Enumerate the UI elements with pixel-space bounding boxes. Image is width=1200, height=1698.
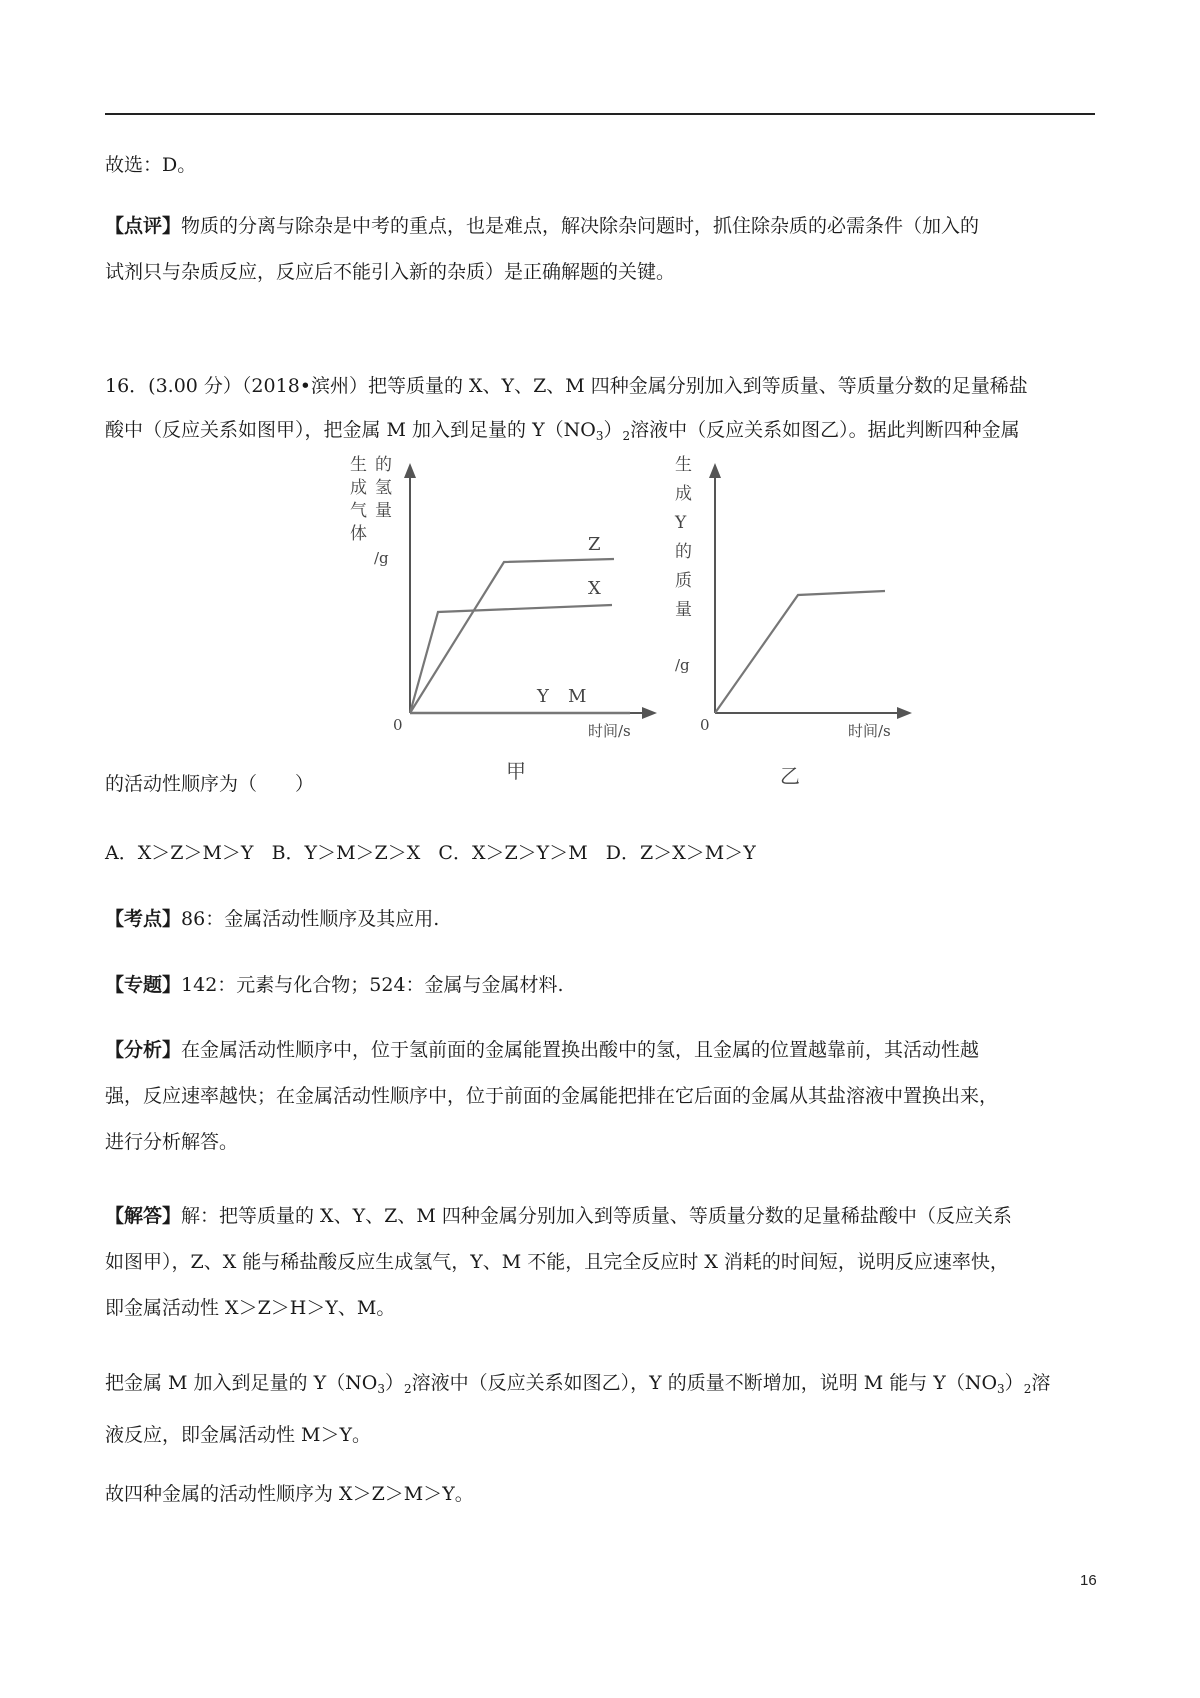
jieda-tag: 【解答】 [105,1205,182,1227]
figure-jia-ylabel [350,455,392,567]
comment-tag: 【点评】 [105,215,182,237]
figure-yi-xlabel: 时间/s [848,722,891,740]
question-line-3: 的活动性顺序为（ ） [105,773,315,795]
figure-yi-caption: 乙 [780,764,800,788]
figure-yi-origin: 0 [700,716,710,734]
previous-answer: 故选：D。 [105,154,197,176]
figure-jia-label-y: Y [537,686,549,707]
choices [105,838,756,868]
choice-c[interactable]: C．X＞Z＞Y＞M [438,842,588,864]
question-line-1: 16．(3.00 分）（2018•滨州）把等质量的 X、Y、Z、M 四种金属分别加入到等质量、等质量分数的足量稀盐 [105,375,1028,397]
figure-jia [330,448,680,788]
page-number: 16 [1080,1572,1097,1589]
jieda: 【解答】解：把等质量的 X、Y、Z、M 四种金属分别加入到等质量、等质量分数的足量稀盐酸中（反应关系 如图甲），Z、X 能与稀盐酸反应生成氢气，Y、M 不能，且完全反应时 X 消耗的时间短，说明反应速率快， 即金属活动性 X＞Z＞H＞Y、M。 [105,1205,1012,1319]
zhuanti-tag: 【专题】 [105,974,182,996]
jieda-conclusion: 故四种金属的活动性顺序为 X＞Z＞M＞Y。 [105,1483,474,1505]
previous-comment: 【点评】物质的分离与除杂是中考的重点，也是难点，解决除杂问题时，抓住除杂质的必需条件（加入的 试剂只与杂质反应，反应后不能引入新的杂质）是正确解题的关键。 [105,215,980,283]
choice-d[interactable]: D．Z＞X＞M＞Y [605,842,756,864]
figure-yi-line [715,591,885,713]
figure-jia-ylabel-unit: /g [374,549,389,567]
choice-b[interactable]: B．Y＞M＞Z＞X [271,842,421,864]
jieda-para-2: 把金属 M 加入到足量的 $Y(NO_3)_2$溶液中（反应关系如图乙），Y 的质量不断增加，说明 M 能与 $Y(NO_3)_2$溶 液反应，即金属活动性 M＞Y。 [105,1372,1051,1446]
figure-jia-label-m: M [568,686,587,707]
kaodian: 【考点】86：金属活动性顺序及其应用. [105,908,440,930]
figure-jia-label-x: X [588,578,601,599]
figure-jia-xlabel: 时间/s [588,722,631,740]
figure-jia-ylabel-col1: 生成气体 [350,455,367,544]
fenxi: 【分析】在金属活动性顺序中，位于氢前面的金属能置换出酸中的氢，且金属的位置越靠前，其活动性越 强，反应速率越快；在金属活动性顺序中，位于前面的金属能把排在它后面的金属从其盐溶液中置换出来， 进行分析解答。 [105,1039,999,1153]
kaodian-tag: 【考点】 [105,908,182,930]
figure-yi-ylabel: 生成 Y 的质量 [675,455,692,620]
figure-jia-x-arrow [642,707,657,719]
fenxi-tag: 【分析】 [105,1039,182,1061]
figure-yi-x-arrow [897,707,912,719]
question-16 [105,371,1095,451]
zhuanti: 【专题】142：元素与化合物；524：金属与金属材料. [105,974,564,996]
question-line-2: 酸中（反应关系如图甲），把金属 M 加入到足量的 $Y(NO_3)_2$溶液中（反应关系如图乙）。据此判断四种金属 [105,419,1020,443]
figure-yi [670,448,930,788]
figure-jia-label-z: Z [588,534,601,555]
figure-jia-caption: 甲 [506,759,526,783]
figure-yi-y-arrow [709,463,721,478]
choice-a[interactable]: A．X＞Z＞M＞Y [105,842,254,864]
figure-yi-ylabel-unit: /g [675,656,690,674]
figure-jia-ylabel-col2: 的氢量 [375,455,392,521]
figure-jia-origin: 0 [393,716,403,734]
figure-jia-y-arrow [404,463,416,478]
header-rule [105,113,1095,115]
